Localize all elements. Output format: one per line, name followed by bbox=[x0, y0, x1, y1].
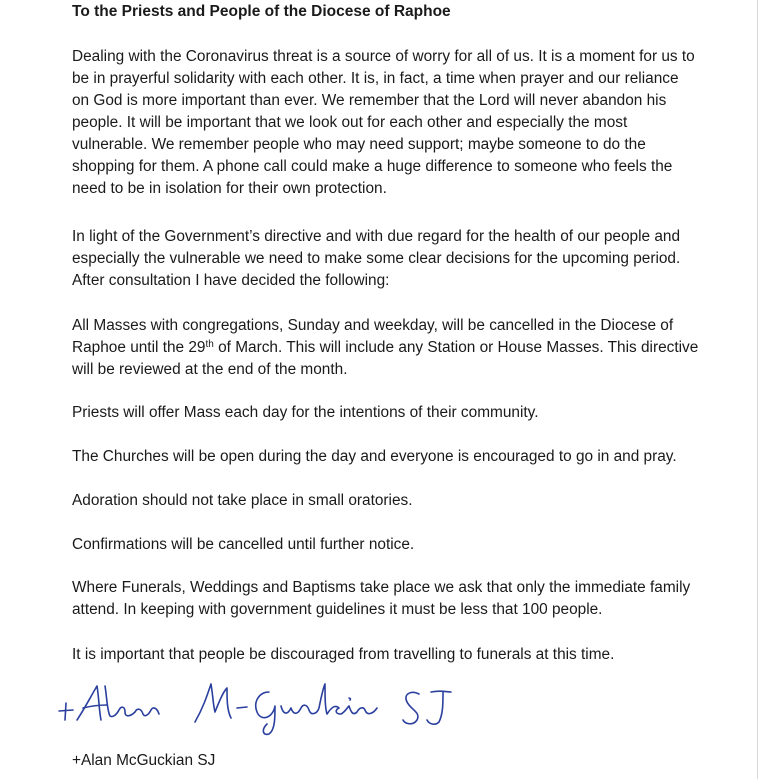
page-edge-divider bbox=[757, 0, 758, 779]
text-line: After consultation I have decided the following: bbox=[72, 272, 390, 289]
signatory-name: +Alan McGuckian SJ bbox=[72, 752, 216, 769]
text-line: on God is more important than ever. We remember that the Lord will never abandon his bbox=[72, 92, 667, 109]
date-ordinal-suffix: th bbox=[205, 339, 214, 350]
paragraph-masses-cancelled bbox=[72, 315, 752, 381]
text-line: shopping for them. A phone call could make a huge difference to someone who feels the bbox=[72, 158, 673, 175]
text-line: Dealing with the Coronavirus threat is a source of worry for all of us. It is a moment for us to bbox=[72, 48, 695, 65]
paragraph-coronavirus-intro bbox=[72, 46, 752, 200]
text-line: be in prayerful solidarity with each other. It is, in fact, a time when prayer and our reliance bbox=[72, 70, 679, 87]
text-line: vulnerable. We remember people who may need support; maybe someone to do the bbox=[72, 136, 646, 153]
text-line: especially the vulnerable we need to make some clear decisions for the upcoming period. bbox=[72, 250, 681, 267]
text-line: will be reviewed at the end of the month. bbox=[72, 361, 348, 378]
paragraph-priests-mass bbox=[72, 402, 752, 424]
text-line: Adoration should not take place in small oratories. bbox=[72, 492, 413, 509]
paragraph-confirmations bbox=[72, 534, 752, 556]
text-line: The Churches will be open during the day and everyone is encouraged to go in and pray. bbox=[72, 448, 677, 465]
text-fragment: Raphoe until the 29 bbox=[72, 339, 206, 356]
paragraph-government-directive bbox=[72, 226, 752, 292]
text-line: Priests will offer Mass each day for the intentions of their community. bbox=[72, 404, 539, 421]
paragraph-funerals bbox=[72, 577, 752, 621]
text-line: need to be in isolation for their own protection. bbox=[72, 180, 387, 197]
text-line bbox=[72, 337, 752, 359]
paragraph-travel bbox=[72, 644, 752, 666]
text-line: In light of the Government’s directive and with due regard for the health of our people and bbox=[72, 228, 681, 245]
text-fragment: of March. This will include any Station or House Masses. This directive bbox=[213, 339, 699, 356]
text-line: Where Funerals, Weddings and Baptisms take place we ask that only the immediate family bbox=[72, 579, 691, 596]
paragraph-adoration bbox=[72, 490, 752, 512]
text-line: All Masses with congregations, Sunday and weekday, will be cancelled in the Diocese of bbox=[72, 317, 674, 334]
paragraph-churches-open bbox=[72, 446, 752, 468]
text-line: attend. In keeping with government guidelines it must be less that 100 people. bbox=[72, 601, 603, 618]
text-line: Confirmations will be cancelled until further notice. bbox=[72, 536, 415, 553]
letter-salutation: To the Priests and People of the Diocese of Raphoe bbox=[72, 3, 451, 20]
text-line: It is important that people be discouraged from travelling to funerals at this time. bbox=[72, 646, 615, 663]
handwritten-signature bbox=[55, 678, 455, 738]
text-line: people. It will be important that we look out for each other and especially the most bbox=[72, 114, 628, 131]
